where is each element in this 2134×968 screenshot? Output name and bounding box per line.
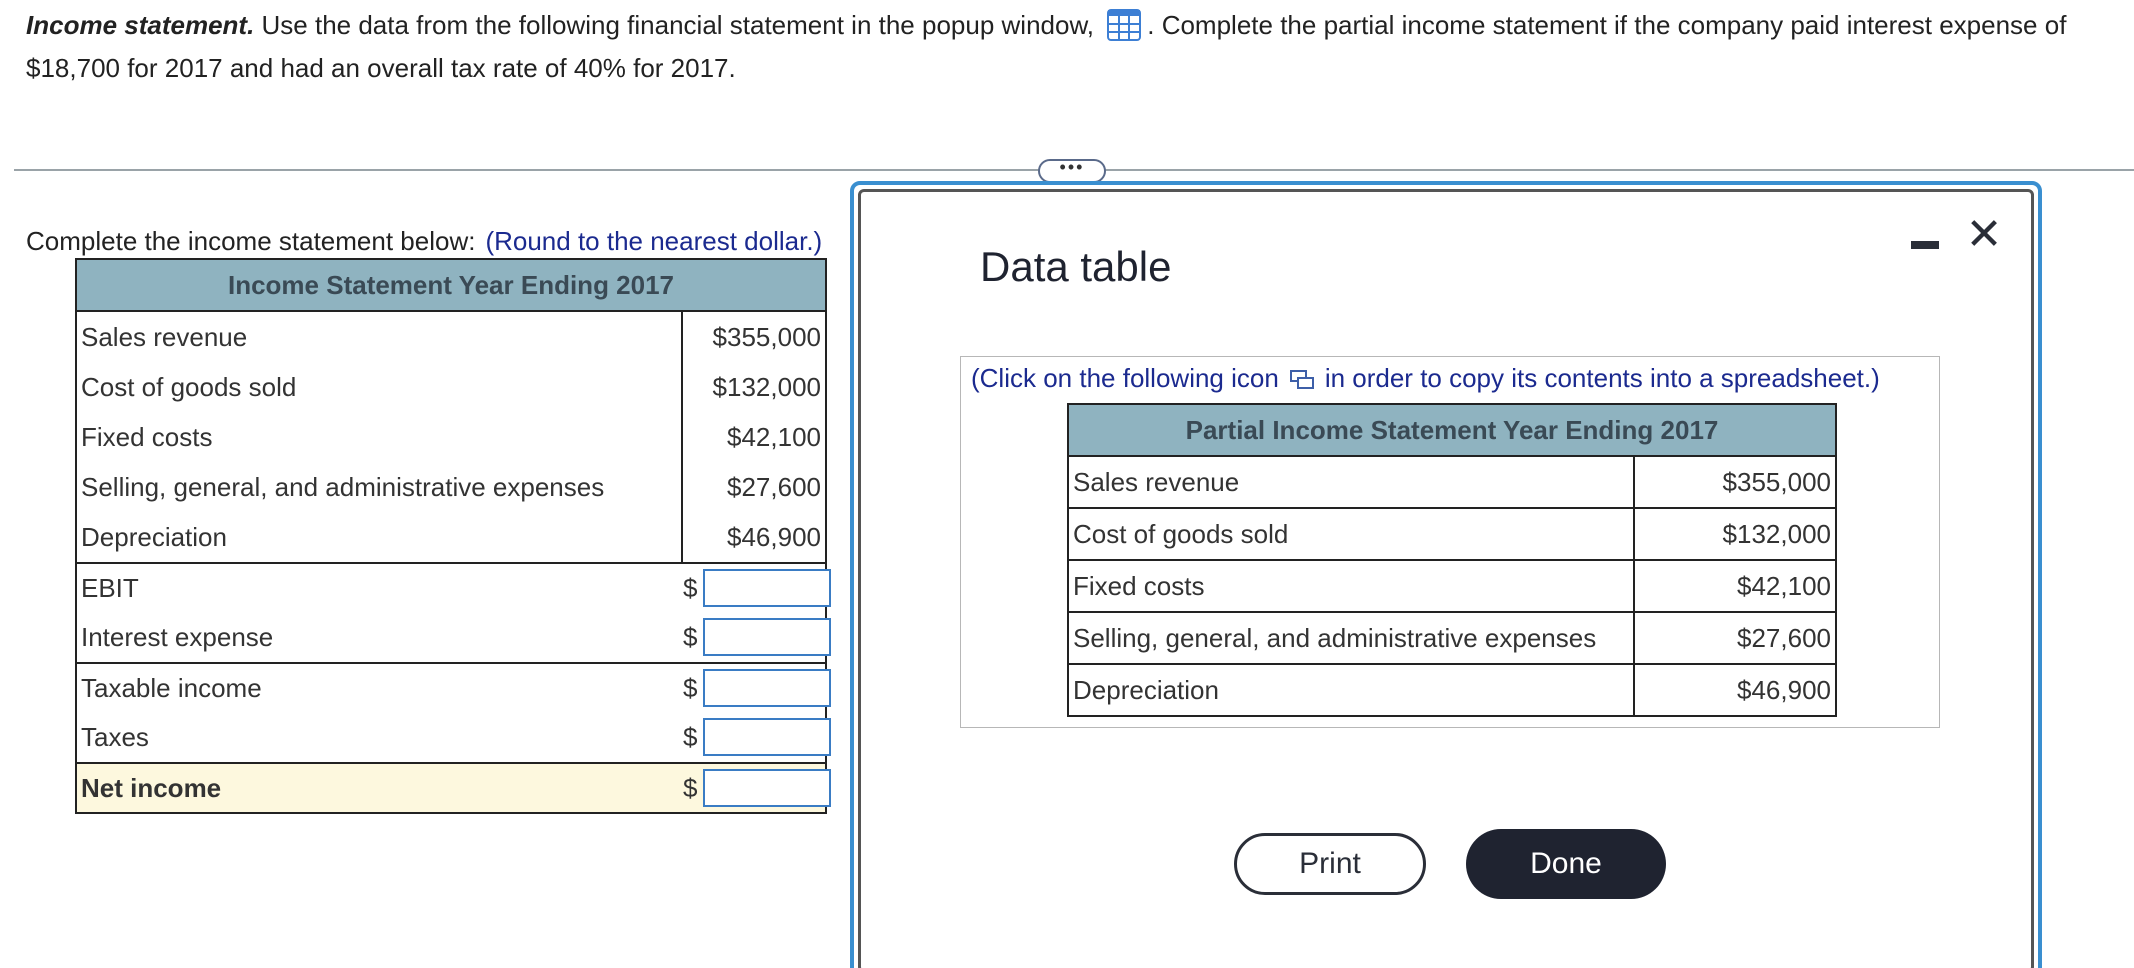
partial-statement-header: Partial Income Statement Year Ending 2017: [1069, 405, 1835, 457]
row-label: Cost of goods sold: [1069, 509, 1635, 559]
currency-symbol: $: [683, 672, 698, 703]
instruction-text: Complete the income statement below:: [26, 226, 476, 256]
row-value: $46,900: [727, 521, 821, 552]
data-table-panel: [960, 356, 1940, 728]
table-grid-icon[interactable]: [1107, 9, 1141, 41]
currency-symbol: $: [683, 772, 698, 803]
question-text-part2: . Complete the partial income statement if the company paid interest expense of $18,700 for 2017 and had an overall tax rate of 40% for 2017.: [26, 10, 2067, 83]
table-row: [77, 362, 825, 412]
row-value: $355,000: [1722, 466, 1831, 497]
table-row-interest-expense: [77, 612, 825, 662]
table-row-taxable-income: [77, 662, 825, 712]
done-button[interactable]: Done: [1466, 829, 1666, 899]
row-value: $27,600: [1737, 622, 1831, 653]
row-label: Taxes: [81, 721, 149, 752]
row-label: Cost of goods sold: [77, 362, 683, 412]
minimize-button[interactable]: [1909, 233, 1941, 257]
data-table-dialog: [850, 181, 2042, 968]
income-statement-header: Income Statement Year Ending 2017: [77, 260, 825, 312]
row-label: Sales revenue: [1069, 457, 1635, 507]
close-button[interactable]: ✕: [1965, 210, 2003, 259]
row-value: $132,000: [1722, 518, 1831, 549]
row-label: Selling, general, and administrative expenses: [77, 462, 683, 512]
row-label: Selling, general, and administrative expenses: [1069, 613, 1635, 663]
table-row: [77, 462, 825, 512]
table-row: [77, 512, 825, 562]
question-text: [26, 4, 2116, 90]
table-row: [77, 412, 825, 462]
row-value: $46,900: [1737, 674, 1831, 705]
copy-icon[interactable]: [1289, 366, 1315, 388]
row-label: EBIT: [81, 572, 139, 603]
row-label: Taxable income: [81, 672, 262, 703]
row-value: $27,600: [727, 471, 821, 502]
copy-hint: [971, 363, 1880, 394]
table-row: [1069, 663, 1835, 715]
table-row-ebit: [77, 562, 825, 612]
row-value: $132,000: [712, 371, 821, 402]
row-label: Net income: [81, 772, 222, 803]
copy-hint-text-1: (Click on the following icon: [971, 363, 1279, 393]
row-value: $355,000: [712, 321, 821, 352]
table-row: [1069, 457, 1835, 507]
row-value: $42,100: [1737, 570, 1831, 601]
question-text-part1: Use the data from the following financial statement in the popup window,: [254, 10, 1102, 40]
currency-symbol: $: [683, 721, 698, 752]
partial-income-statement-table: [1067, 403, 1837, 717]
currency-symbol: $: [683, 572, 698, 603]
ebit-input[interactable]: [703, 569, 831, 607]
taxes-input[interactable]: [703, 718, 831, 756]
currency-symbol: $: [683, 621, 698, 652]
copy-hint-text-2: in order to copy its contents into a spreadsheet.): [1324, 363, 1880, 393]
table-row-net-income: [77, 762, 825, 812]
net-income-input[interactable]: [703, 769, 831, 807]
row-value: $42,100: [727, 421, 821, 452]
dialog-title: Data table: [980, 243, 1172, 290]
table-row: [1069, 507, 1835, 559]
instruction: [26, 226, 822, 257]
interest-expense-input[interactable]: [703, 618, 831, 656]
table-row: [1069, 611, 1835, 663]
print-button[interactable]: Print: [1234, 833, 1426, 895]
row-label: Depreciation: [1069, 665, 1635, 715]
table-row-taxes: [77, 712, 825, 762]
row-label: Fixed costs: [1069, 561, 1635, 611]
taxable-income-input[interactable]: [703, 669, 831, 707]
more-options-button[interactable]: •••: [1038, 159, 1106, 183]
income-statement-table: [75, 258, 827, 814]
row-label: Depreciation: [77, 512, 683, 562]
rounding-hint: (Round to the nearest dollar.): [485, 226, 823, 256]
row-label: Interest expense: [81, 621, 274, 652]
row-label: Fixed costs: [77, 412, 683, 462]
question-title: Income statement.: [26, 10, 255, 40]
row-label: Sales revenue: [77, 312, 683, 362]
table-row: [1069, 559, 1835, 611]
table-row: [77, 312, 825, 362]
